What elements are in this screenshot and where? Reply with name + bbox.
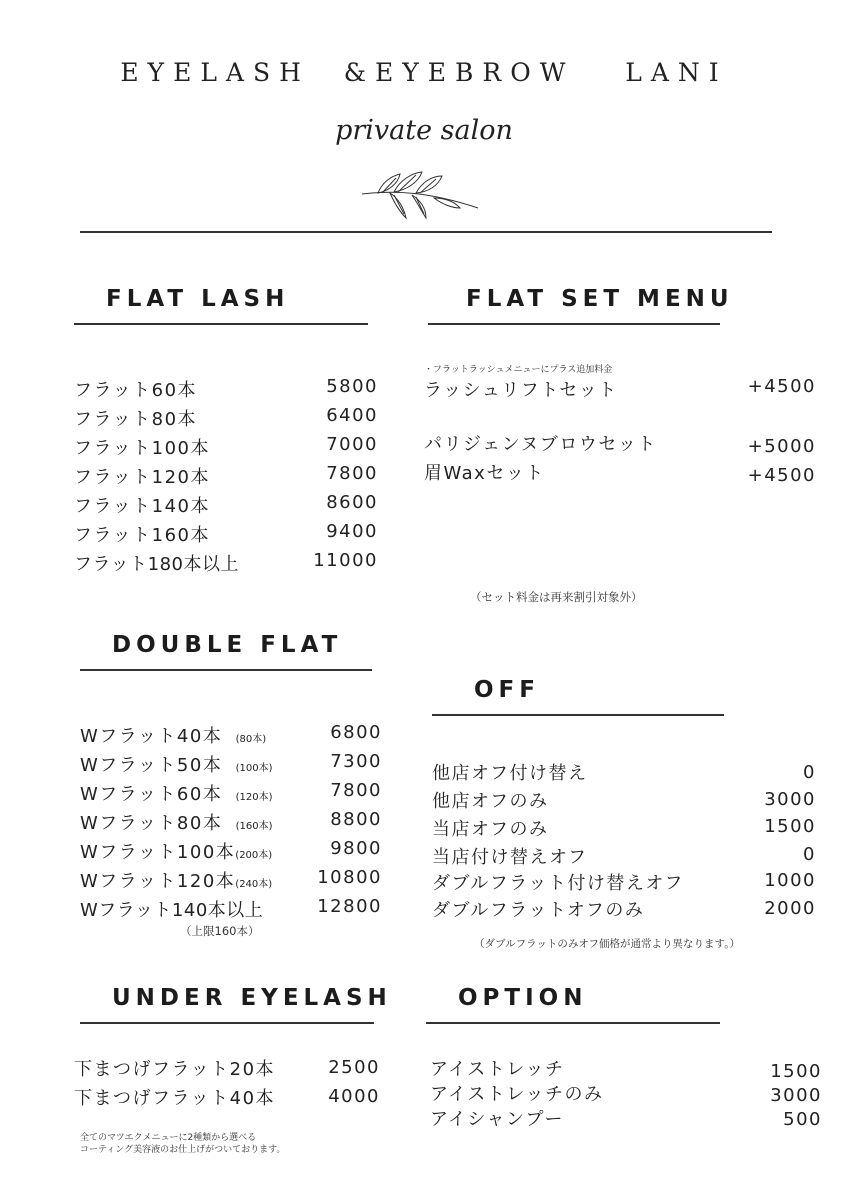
list-item: Wフラット80本 (160本) 8800	[80, 809, 382, 834]
list-item: Wフラット40本 (80本) 6800	[80, 722, 382, 747]
section-title-flat-set-menu: FLAT SET MENU	[466, 286, 734, 312]
list-item: フラット100本 7000	[74, 434, 378, 459]
off-note: （ダブルフラットのみオフ価格が通常より異なります。）	[474, 938, 740, 950]
list-item: 当店付け替えオフ 0	[432, 844, 816, 868]
flat-set-note: （セット料金は再来割引対象外）	[470, 590, 643, 604]
flat-set-divider	[428, 323, 720, 325]
list-item: フラット80本 6400	[74, 405, 378, 430]
list-item: Wフラット100本(200本) 9800	[80, 838, 382, 863]
list-item: 下まつげフラット40本 4000	[74, 1086, 380, 1109]
list-item: アイストレッチのみ 3000	[430, 1084, 822, 1106]
flat-set-pre-note: ・フラットラッシュメニューにプラス追加料金	[424, 365, 613, 375]
double-flat-note: （上限160本）	[180, 924, 260, 938]
list-item: フラット60本 5800	[74, 376, 378, 401]
list-item: Wフラット50本 (100本) 7300	[80, 751, 382, 776]
section-title-under-eyelash: UNDER EYELASH	[112, 985, 392, 1011]
list-item: パリジェンヌブロウセット +5000	[424, 434, 816, 457]
brand-title: EYELASH &EYEBROW LANI	[120, 58, 728, 87]
list-item: Wフラット60本 (120本) 7800	[80, 780, 382, 805]
list-item: ラッシュリフトセット +4500	[424, 376, 816, 401]
section-title-option: OPTION	[458, 985, 588, 1011]
list-item: アイストレッチ 1500	[430, 1059, 822, 1082]
coating-note-line-2: コーティング美容液のお仕上げがついております。	[80, 1145, 286, 1155]
off-divider	[432, 714, 724, 716]
list-item: フラット160本 9400	[74, 521, 378, 546]
section-title-off: OFF	[474, 677, 540, 703]
section-title-flat-lash: FLAT LASH	[106, 286, 290, 312]
list-item: 眉Waxセット +4500	[424, 463, 816, 486]
list-item: Wフラット120本(240本) 10800	[80, 867, 382, 892]
leaf-branch-icon	[360, 168, 480, 223]
double-flat-divider	[80, 669, 372, 671]
list-item: フラット140本 8600	[74, 492, 378, 517]
list-item: 下まつげフラット20本 2500	[74, 1057, 380, 1080]
coating-note-line-1: 全てのマツエクメニューに2種類から選べる	[80, 1133, 257, 1143]
section-title-double-flat: DOUBLE FLAT	[112, 632, 343, 658]
option-divider	[426, 1022, 720, 1024]
header-divider	[80, 231, 772, 233]
list-item: 他店オフ付け替え 0	[432, 762, 816, 784]
list-item: ダブルフラット付け替えオフ 1000	[432, 870, 816, 894]
flat-lash-divider	[74, 323, 368, 325]
tagline: private salon	[335, 115, 513, 146]
list-item: 当店オフのみ 1500	[432, 816, 816, 840]
list-item: 他店オフのみ 3000	[432, 789, 816, 812]
list-item: アイシャンプー 500	[430, 1109, 822, 1130]
list-item: Wフラット140本以上 12800	[80, 896, 382, 921]
list-item: フラット120本 7800	[74, 463, 378, 488]
list-item: ダブルフラットオフのみ 2000	[432, 898, 816, 921]
list-item: フラット180本以上 11000	[74, 550, 378, 575]
under-eyelash-divider	[80, 1022, 374, 1024]
